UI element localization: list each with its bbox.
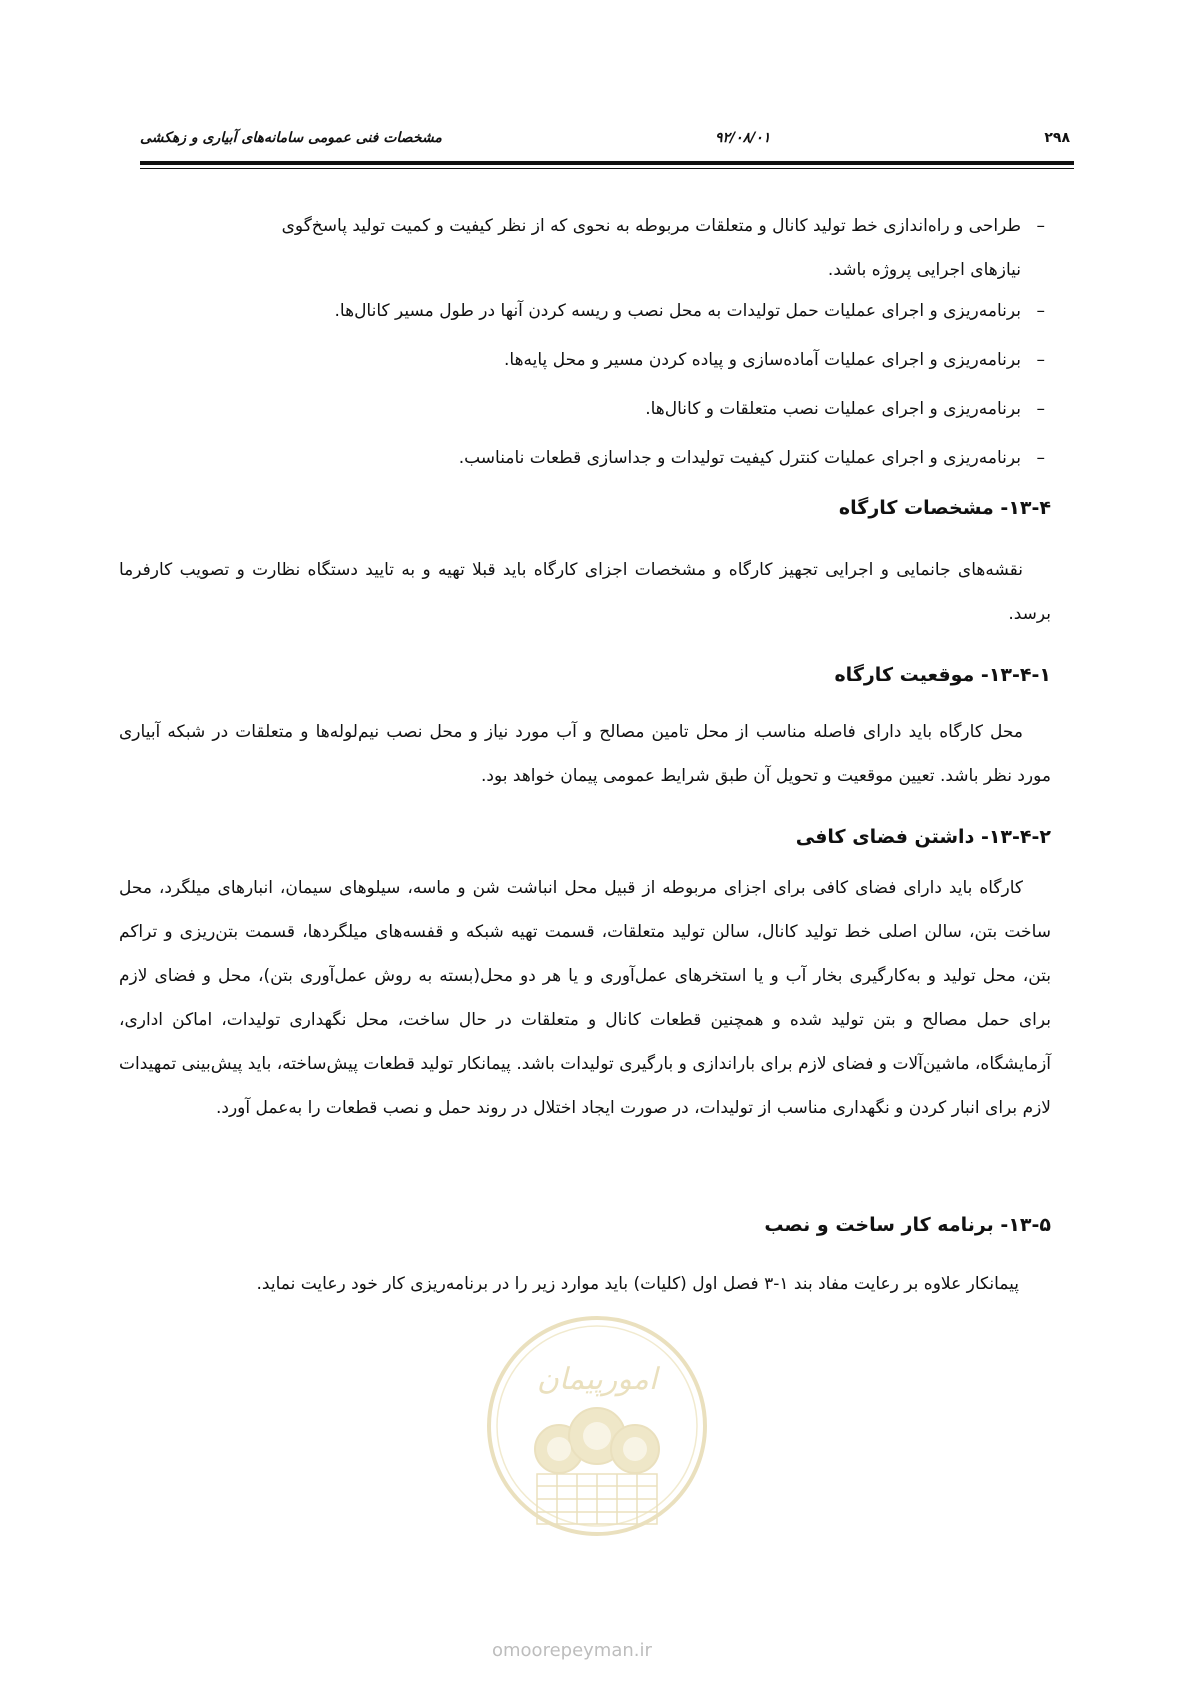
section-heading: ۱۳-۴-۲- داشتن فضای کافی: [795, 826, 1051, 848]
page-number: ۲۹۸: [1044, 130, 1070, 146]
list-item: [121, 444, 1051, 472]
list-item-line: نیازهای اجرایی پروژه باشد.: [827, 260, 1021, 280]
watermark-site-text: omoorepeyman.ir: [492, 1640, 652, 1661]
list-item: [121, 204, 1051, 292]
section-heading: ۱۳-۴-۱- موقعیت کارگاه: [834, 664, 1051, 686]
header-date: ۹۲/۰۸/۰۱: [715, 130, 771, 146]
list-item-line: برنامه‌ریزی و اجرای عملیات کنترل کیفیت تولیدات و جداسازی قطعات نامناسب.: [458, 448, 1021, 468]
page-header: [140, 126, 1070, 154]
section-paragraph: محل کارگاه باید دارای فاصله مناسب از محل تامین مصالح و آب مورد نیاز و محل نصب نیم‌لوله‌ها و متعلقات در شبکه آبیاری مورد نظر باشد. تعیین موقعیت و تحویل آن طبق شرایط عمومی پیمان خواهد بود.: [119, 722, 1051, 786]
list-item-line: برنامه‌ریزی و اجرای عملیات حمل تولیدات به محل نصب و ریسه کردن آنها در طول مسیر کانال‌ها.: [334, 301, 1021, 321]
watermark-logo: [485, 1314, 709, 1538]
section-heading: ۱۳-۵- برنامه کار ساخت و نصب: [764, 1214, 1051, 1236]
bullet-list: [121, 212, 1051, 493]
bullet-dash: –: [1036, 350, 1045, 370]
list-item-line: طراحی و راه‌اندازی خط تولید کانال و متعلقات مربوطه به نحوی که از نظر کیفیت و کمیت تولید پاسخ‌گوی: [281, 216, 1021, 236]
header-rule-thin: [140, 168, 1074, 169]
list-item-line: برنامه‌ریزی و اجرای عملیات نصب متعلقات و کانال‌ها.: [645, 399, 1021, 419]
bullet-dash: –: [1036, 448, 1045, 468]
section-paragraph: کارگاه باید دارای فضای کافی برای اجزای مربوطه از قبیل محل انباشت شن و ماسه، سیلوهای سیمان، انبارهای میلگرد، محل ساخت بتن، سالن اصلی خط تولید کانال، سالن تولید متعلقات، قسمت تهیه شبکه و قفسه‌های میلگردها، قسمت بتن‌ریزی و تراکم بتن، محل تولید و به‌کارگیری بخار آب و یا استخرهای عمل‌آوری و یا هر دو محل(بسته به روش عمل‌آوری بتن)، محل و فضای لازم برای حمل مصالح و بتن تولید شده و همچنین قطعات کانال و متعلقات در حال ساخت، محل نگهداری تولیدات، اماکن اداری، آزمایشگاه، ماشین‌آلات و فضای لازم برای باراندازی و بارگیری تولیدات باشد. پیمانکار تولید قطعات پیش‌ساخته، باید پیش‌بینی تمهیدات لازم برای انبار کردن و نگهداری مناسب از تولیدات، در صورت ایجاد اختلال در روند حمل و نصب قطعات را به‌عمل آورد.: [119, 878, 1051, 1118]
watermark-logo-text: امورپیمان: [536, 1362, 658, 1397]
section-heading: ۱۳-۴- مشخصات کارگاه: [838, 497, 1051, 519]
bullet-dash: –: [1036, 399, 1045, 419]
list-item: [121, 395, 1051, 423]
bullet-dash: –: [1036, 216, 1045, 236]
section-paragraph: نقشه‌های جانمایی و اجرایی تجهیز کارگاه و مشخصات اجزای کارگاه باید قبلا تهیه و به تایید دستگاه نظارت و تصویب کارفرما برسد.: [119, 560, 1051, 624]
header-rule-thick: [140, 161, 1074, 165]
bullet-dash: –: [1036, 301, 1045, 321]
header-title: مشخصات فنی عمومی سامانه‌های آبیاری و زهکشی: [140, 130, 442, 146]
list-item: [121, 346, 1051, 374]
list-item-line: برنامه‌ریزی و اجرای عملیات آماده‌سازی و پیاده کردن مسیر و محل پایه‌ها.: [503, 350, 1021, 370]
section-paragraph: پیمانکار علاوه بر رعایت مفاد بند ۱-۳ فصل اول (کلیات) باید موارد زیر را در برنامه‌ریزی کار خود رعایت نماید.: [256, 1274, 1019, 1294]
list-item: [121, 297, 1051, 325]
